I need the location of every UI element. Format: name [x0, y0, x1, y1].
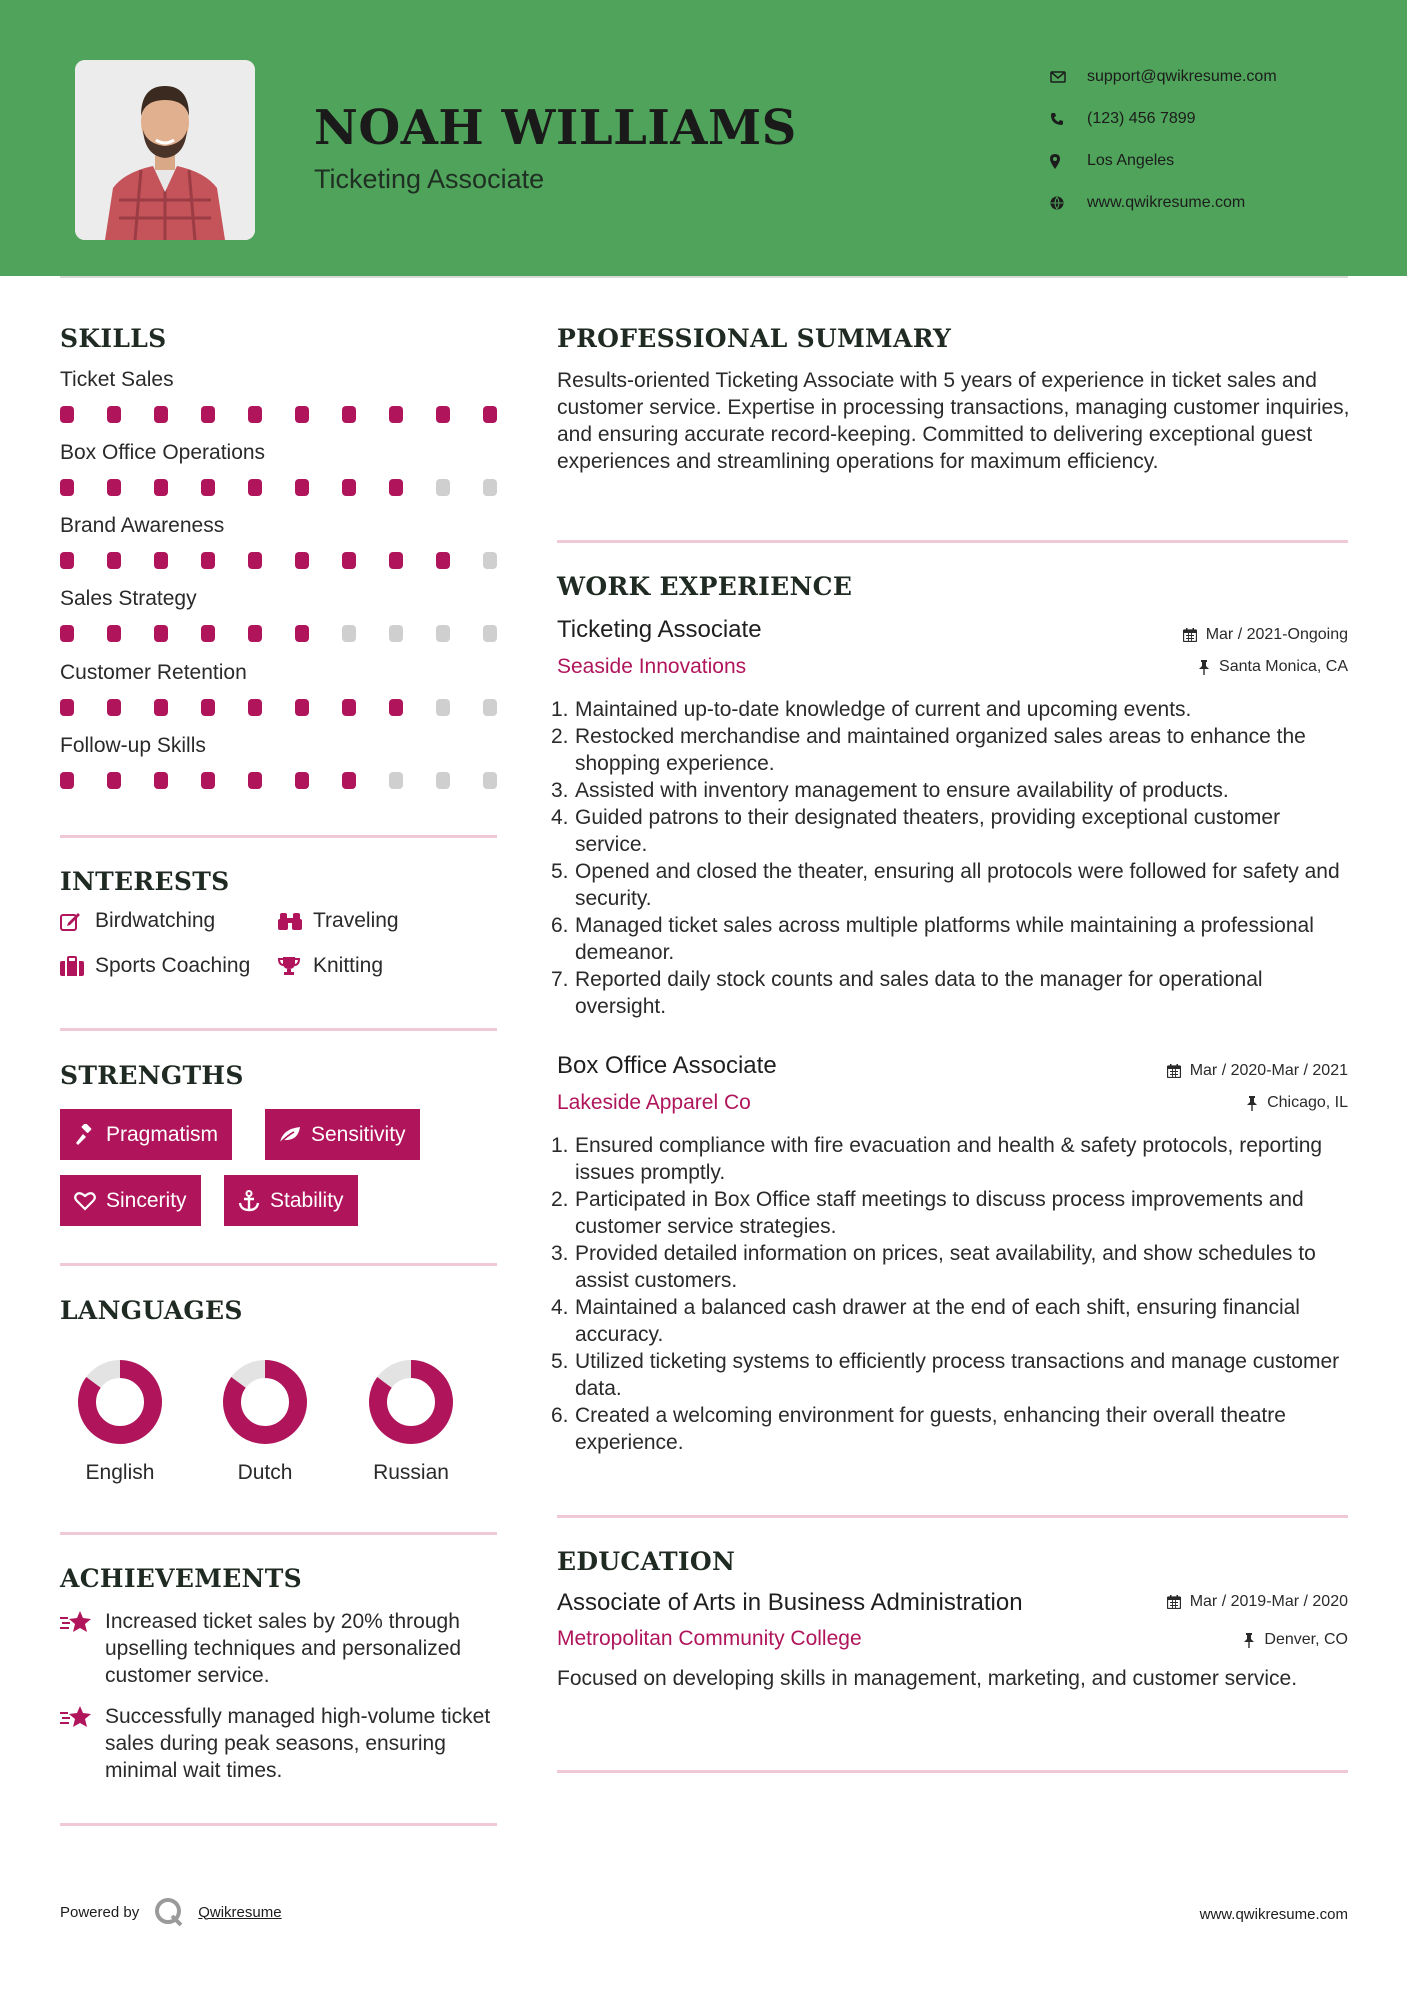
suitcase-icon — [60, 956, 95, 976]
profile-photo — [75, 60, 255, 240]
job-responsibilities — [551, 1132, 1351, 1456]
rating-dot-empty — [436, 699, 450, 716]
rating-dot-filled — [389, 699, 403, 716]
rating-dot-filled — [342, 479, 356, 496]
footer-website[interactable]: www.qwikresume.com — [1199, 1906, 1348, 1923]
rating-dot-filled — [248, 772, 262, 789]
rating-dot-filled — [295, 479, 309, 496]
responsibility-text: Utilized ticketing systems to efficiently process transactions and manage customer data. — [575, 1350, 1340, 1400]
job-dates-text: Mar / 2021-Ongoing — [1205, 626, 1348, 643]
responsibility-text: Guided patrons to their designated theaters, providing exceptional customer service. — [575, 806, 1281, 856]
rating-dot-filled — [60, 699, 74, 716]
rating-dot-empty — [342, 625, 356, 642]
rating-dot-filled — [107, 479, 121, 496]
rating-dot-empty — [436, 479, 450, 496]
achievement-item — [60, 1608, 500, 1689]
strength-badge — [265, 1109, 420, 1160]
strength-badge — [60, 1175, 201, 1226]
responsibility-text: Assisted with inventory management to ensure availability of products. — [575, 779, 1229, 802]
achievement-text: Increased ticket sales by 20% through upselling techniques and personalized customer service. — [105, 1610, 462, 1687]
rating-dot-empty — [483, 772, 497, 789]
responsibility-text: Restocked merchandise and maintained organized sales areas to enhance the shopping experience. — [575, 725, 1306, 775]
rating-dot-filled — [201, 479, 215, 496]
person-portrait-image — [75, 60, 255, 240]
location-text: Los Angeles — [1087, 152, 1175, 169]
section-divider — [60, 1823, 497, 1826]
contact-website[interactable] — [1050, 182, 1370, 224]
language-donut — [220, 1357, 310, 1447]
interests-list — [60, 906, 500, 980]
job-dates — [1167, 1062, 1348, 1080]
responsibility-item: 3. Assisted with inventory management to ensure availability of products. — [551, 779, 1229, 802]
phone-text: (123) 456 7899 — [1087, 110, 1196, 127]
rating-dot-filled — [107, 406, 121, 423]
language-donut — [366, 1357, 456, 1447]
rating-dot-filled — [154, 772, 168, 789]
qwikresume-link[interactable]: Qwikresume — [198, 1903, 282, 1921]
powered-by-text: Powered by — [60, 1903, 140, 1921]
rating-dot-filled — [60, 772, 74, 789]
anchor-icon — [236, 1190, 262, 1212]
education-location — [1243, 1631, 1348, 1649]
job-company: Seaside Innovations — [557, 655, 747, 678]
job-title: Box Office Associate — [557, 1052, 777, 1079]
job-dates — [1183, 626, 1348, 644]
rating-dot-filled — [248, 479, 262, 496]
rating-dot-filled — [436, 406, 450, 423]
interest-item — [60, 906, 278, 935]
strengths-heading: STRENGTHS — [60, 1061, 244, 1090]
education-description: Focused on developing skills in management, marketing, and customer service. — [557, 1667, 1298, 1690]
binoculars-icon — [278, 911, 313, 931]
rating-dot-empty — [483, 625, 497, 642]
rating-dot-filled — [60, 406, 74, 423]
section-divider — [557, 540, 1348, 543]
rating-dot-filled — [342, 772, 356, 789]
responsibility-item: 1. Ensured compliance with fire evacuation and health & safety protocols, reporting issues promptly. — [551, 1132, 1351, 1186]
responsibility-text: Created a welcoming environment for guests, enhancing their overall theatre experience. — [575, 1404, 1286, 1454]
rating-dot-empty — [483, 479, 497, 496]
rating-dot-filled — [201, 625, 215, 642]
rating-dot-filled — [154, 625, 168, 642]
job-location — [1246, 1094, 1348, 1112]
shooting-star-icon — [60, 1703, 105, 1784]
heart-icon — [72, 1191, 98, 1211]
responsibility-item: 6. Managed ticket sales across multiple platforms while maintaining a professional demeanor. — [551, 912, 1351, 966]
responsibility-item: 5. Opened and closed the theater, ensuring all protocols were followed for safety and security. — [551, 858, 1351, 912]
section-divider — [60, 835, 497, 838]
education-heading: EDUCATION — [557, 1547, 736, 1576]
candidate-name: NOAH WILLIAMS — [314, 100, 797, 156]
responsibility-text: Maintained a balanced cash drawer at the end of each shift, ensuring financial accuracy. — [575, 1296, 1300, 1346]
rating-dot-empty — [436, 625, 450, 642]
email-text: support@qwikresume.com — [1087, 68, 1277, 85]
interest-item — [278, 906, 498, 935]
responsibility-item: 4. Guided patrons to their designated theaters, providing exceptional customer service. — [551, 804, 1351, 858]
responsibility-item: 7. Reported daily stock counts and sales data to the manager for operational oversight. — [551, 966, 1351, 1020]
section-divider — [60, 1263, 497, 1266]
skill-rating — [60, 625, 497, 643]
rating-dot-filled — [154, 699, 168, 716]
strength-label: Sincerity — [106, 1188, 187, 1212]
language-label: Russian — [373, 1461, 449, 1484]
rating-dot-filled — [389, 479, 403, 496]
responsibility-item: 2. Restocked merchandise and maintained organized sales areas to enhance the shopping experience. — [551, 723, 1351, 777]
interest-label: Sports Coaching — [95, 953, 251, 977]
rating-dot-filled — [107, 552, 121, 569]
achievements-heading: ACHIEVEMENTS — [60, 1564, 302, 1593]
skill-label: Brand Awareness — [60, 514, 225, 537]
rating-dot-filled — [201, 406, 215, 423]
calendar-icon — [1167, 1064, 1181, 1078]
rating-dot-filled — [107, 772, 121, 789]
school-name: Metropolitan Community College — [557, 1627, 862, 1650]
responsibility-item: 3. Provided detailed information on prices, seat availability, and show schedules to assist customers. — [551, 1240, 1351, 1294]
responsibility-text: Opened and closed the theater, ensuring all protocols were followed for safety and security. — [575, 860, 1340, 910]
rating-dot-filled — [248, 406, 262, 423]
skill-rating — [60, 479, 497, 497]
rating-dot-filled — [248, 552, 262, 569]
strength-label: Sensitivity — [311, 1122, 406, 1146]
contact-phone[interactable] — [1050, 98, 1370, 140]
education-dates-text: Mar / 2019-Mar / 2020 — [1189, 1593, 1348, 1610]
website-text: www.qwikresume.com — [1087, 194, 1246, 211]
strength-badge — [60, 1109, 232, 1160]
interest-label: Knitting — [313, 953, 384, 977]
leaf-icon — [277, 1125, 303, 1145]
rating-dot-filled — [342, 406, 356, 423]
skill-label: Ticket Sales — [60, 368, 174, 391]
edit-icon — [60, 911, 95, 931]
shooting-star-icon — [60, 1608, 105, 1689]
skill-rating — [60, 552, 497, 570]
globe-icon — [1050, 196, 1087, 210]
calendar-icon — [1167, 1595, 1181, 1609]
responsibility-text: Maintained up-to-date knowledge of current and upcoming events. — [575, 698, 1192, 721]
rating-dot-filled — [60, 625, 74, 642]
skill-label: Sales Strategy — [60, 587, 197, 610]
interest-item — [60, 951, 278, 980]
language-donut — [75, 1357, 165, 1447]
languages-heading: LANGUAGES — [60, 1296, 243, 1325]
skill-rating — [60, 772, 497, 790]
job-location-text: Santa Monica, CA — [1219, 658, 1348, 675]
language-item — [205, 1357, 325, 1485]
resume-header — [0, 0, 1407, 276]
section-divider — [60, 1028, 497, 1031]
strength-badge — [224, 1175, 358, 1226]
job-location — [1198, 658, 1348, 676]
rating-dot-filled — [201, 552, 215, 569]
achievement-item — [60, 1703, 500, 1784]
interest-item — [278, 951, 498, 980]
rating-dot-filled — [107, 699, 121, 716]
responsibility-item: 6. Created a welcoming environment for guests, enhancing their overall theatre experience. — [551, 1402, 1351, 1456]
section-divider — [557, 1770, 1348, 1773]
rating-dot-filled — [248, 699, 262, 716]
phone-icon — [1050, 112, 1087, 126]
degree-title: Associate of Arts in Business Administration — [557, 1589, 1023, 1616]
strength-label: Pragmatism — [106, 1122, 219, 1146]
rating-dot-filled — [295, 772, 309, 789]
rating-dot-filled — [483, 406, 497, 423]
rating-dot-filled — [389, 552, 403, 569]
rating-dot-filled — [342, 552, 356, 569]
responsibility-item: 1. Maintained up-to-date knowledge of current and upcoming events. — [551, 698, 1192, 721]
map-pin-icon — [1050, 154, 1087, 169]
pushpin-icon — [1246, 1096, 1258, 1111]
skills-heading: SKILLS — [60, 324, 167, 353]
section-divider — [557, 1515, 1348, 1518]
rating-dot-filled — [154, 479, 168, 496]
skill-label: Follow-up Skills — [60, 734, 206, 757]
responsibility-item: 5. Utilized ticketing systems to efficiently process transactions and manage customer data. — [551, 1348, 1351, 1402]
language-label: English — [85, 1461, 155, 1484]
job-dates-text: Mar / 2020-Mar / 2021 — [1189, 1062, 1348, 1079]
job-responsibilities — [551, 696, 1351, 1020]
rating-dot-filled — [436, 552, 450, 569]
rating-dot-filled — [60, 552, 74, 569]
interest-label: Birdwatching — [95, 908, 216, 932]
rating-dot-filled — [342, 699, 356, 716]
rating-dot-filled — [60, 479, 74, 496]
responsibility-text: Reported daily stock counts and sales data to the manager for operational oversight. — [575, 968, 1263, 1018]
rating-dot-empty — [483, 699, 497, 716]
rating-dot-filled — [107, 625, 121, 642]
summary-heading: PROFESSIONAL SUMMARY — [557, 324, 952, 353]
contact-email[interactable] — [1050, 56, 1370, 98]
interest-label: Traveling — [313, 908, 399, 932]
pushpin-icon — [1243, 1633, 1255, 1648]
pushpin-icon — [1198, 660, 1210, 675]
contact-info — [1050, 56, 1370, 224]
responsibility-item: 2. Participated in Box Office staff meetings to discuss process improvements and customer service strategies. — [551, 1186, 1351, 1240]
language-label: Dutch — [237, 1461, 293, 1484]
qwikresume-logo-icon — [154, 1897, 184, 1927]
rating-dot-filled — [154, 406, 168, 423]
skill-rating — [60, 699, 497, 717]
footer-powered-by — [60, 1897, 282, 1927]
rating-dot-empty — [483, 552, 497, 569]
experience-heading: WORK EXPERIENCE — [557, 572, 853, 601]
skill-label: Customer Retention — [60, 661, 247, 684]
skill-rating — [60, 406, 497, 424]
calendar-icon — [1183, 628, 1197, 642]
rating-dot-filled — [389, 406, 403, 423]
strength-label: Stability — [270, 1188, 344, 1212]
skill-label: Box Office Operations — [60, 441, 266, 464]
trophy-icon — [278, 956, 313, 976]
responsibility-text: Managed ticket sales across multiple platforms while maintaining a professional demeanor. — [575, 914, 1314, 964]
interests-heading: INTERESTS — [60, 867, 230, 896]
responsibility-text: Participated in Box Office staff meetings to discuss process improvements and customer service strategies. — [575, 1188, 1304, 1238]
rating-dot-filled — [154, 552, 168, 569]
achievement-text: Successfully managed high-volume ticket sales during peak seasons, ensuring minimal wait times. — [105, 1705, 491, 1782]
rating-dot-empty — [436, 772, 450, 789]
job-company: Lakeside Apparel Co — [557, 1091, 751, 1114]
header-divider — [60, 276, 1348, 278]
rating-dot-filled — [295, 552, 309, 569]
rating-dot-empty — [389, 625, 403, 642]
rating-dot-filled — [295, 625, 309, 642]
job-location-text: Chicago, IL — [1267, 1094, 1348, 1111]
gavel-icon — [72, 1124, 98, 1146]
education-dates — [1167, 1593, 1348, 1611]
rating-dot-empty — [389, 772, 403, 789]
job-title: Ticketing Associate — [557, 616, 762, 643]
contact-location — [1050, 140, 1370, 182]
responsibility-text: Provided detailed information on prices, seat availability, and show schedules to assist customers. — [575, 1242, 1316, 1292]
rating-dot-filled — [248, 625, 262, 642]
envelope-icon — [1050, 71, 1087, 83]
responsibility-item: 4. Maintained a balanced cash drawer at the end of each shift, ensuring financial accuracy. — [551, 1294, 1351, 1348]
language-item — [351, 1357, 471, 1485]
education-location-text: Denver, CO — [1264, 1631, 1348, 1648]
rating-dot-filled — [295, 699, 309, 716]
rating-dot-filled — [295, 406, 309, 423]
language-item — [60, 1357, 180, 1485]
section-divider — [60, 1532, 497, 1535]
candidate-title: Ticketing Associate — [314, 164, 545, 194]
responsibility-text: Ensured compliance with fire evacuation and health & safety protocols, reporting issues promptly. — [575, 1134, 1323, 1184]
rating-dot-filled — [201, 699, 215, 716]
rating-dot-filled — [201, 772, 215, 789]
summary-text: Results-oriented Ticketing Associate with 5 years of experience in ticket sales and customer service. Expertise in processing transactions, managing customer inquiries, and ensuring accurate record-keeping. Committed to delivering exceptional guest experiences and streamlining operations for maximum efficiency. — [557, 369, 1350, 473]
